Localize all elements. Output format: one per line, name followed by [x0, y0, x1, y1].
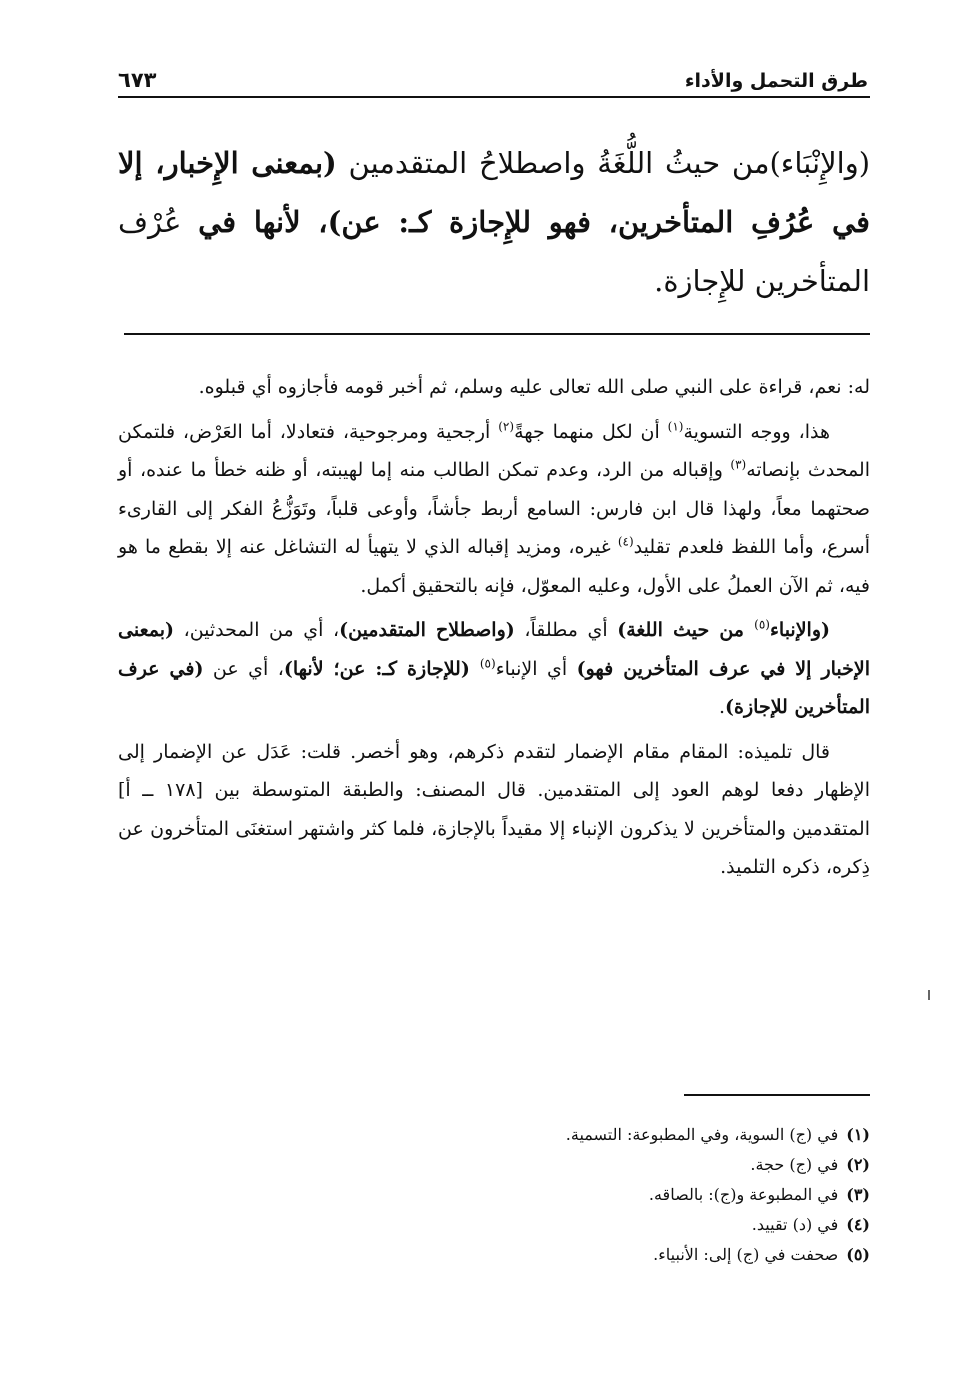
margin-mark — [928, 990, 934, 1000]
text-run: . — [719, 696, 726, 718]
sharh-paragraph-4: قال تلميذه: المقام مقام الإضمار لتقدم ذكرهم، وهو أخصر. قلت: عَدَل عن الإضمار إلى الإظهار دفعا لوهم العود إلى المتقدمين. قال المصنف: والطبقة المتوسطة بين [١٧٨ ــ أ] المتقدمين والمتأخرين لا يذكرون الإنباء إلا مقيداً بالإجازة، فلما كثر واشتهر استغنَى المتأخرون عن ذِكره، ذكره التلميذ. — [118, 740, 871, 878]
header-rule — [118, 96, 870, 98]
text-run: وإقباله من الرد، وعدم تمكن الطالب منه إما لهيبته، أو ظنه خطأ ما عنده، أو صحتهما معاً، ولهذا قال ابن فارس: السامع أربط جأشاً، وأوعى قلباً، وتَوَزُّعُ الفكر إلى القارىء أسرع، وأما اللفظ فلعدم تقليد — [118, 459, 871, 558]
footnote-ref: (٢) — [498, 419, 515, 434]
matn-segment: من حيثُ اللُّغَةُ واصطلاحُ المتقدمين — [348, 146, 770, 180]
footnote-number: (٣) — [846, 1185, 870, 1204]
sharh-paragraph-2 — [118, 413, 870, 606]
footnote-text: في (د) تقييد. — [751, 1215, 839, 1234]
running-title: طرق التحمل والأداء — [684, 70, 868, 92]
text-run: ، أي من المحدثين، — [174, 619, 340, 641]
text-run: أرجحية ومرجوحية، فتعادلا، أما العَرْض، فلتمكن المحدث بإنصاته — [118, 420, 870, 481]
text-run: أي مطلقاً، — [514, 619, 618, 641]
footnote-number: (٢) — [846, 1155, 870, 1174]
footnote-5 — [300, 1240, 870, 1270]
quoted-matn: (بمعنى الإخبار إلا في عرف المتأخرين فهو) — [118, 619, 870, 680]
footnote-1 — [300, 1120, 870, 1150]
footnote-ref: (٣) — [730, 457, 747, 472]
sharh-text — [118, 368, 870, 893]
matn-segment-end: عُرْف المتأخرين للإِجازة. — [118, 205, 870, 298]
footnote-number: (٤) — [846, 1215, 870, 1234]
footnote-number: (١) — [846, 1125, 870, 1144]
footnote-ref: (٥) — [754, 617, 770, 632]
text-run: أن لكل منهما جهةً — [514, 420, 668, 443]
footnote-number: (٥) — [846, 1245, 870, 1264]
quoted-matn: (للإجازة كـ: عن؛ لأنها) — [283, 657, 480, 680]
matn-paragraph — [118, 134, 870, 311]
running-header — [118, 52, 868, 92]
matn-text — [118, 134, 870, 311]
footnote-rule — [684, 1094, 870, 1096]
footnote-ref: (١) — [667, 419, 684, 434]
text-run: أي الإنباء — [495, 657, 577, 680]
text-run: ، أي عن — [203, 657, 284, 680]
quoted-matn: (في عرف المتأخرين للإجازة) — [118, 657, 870, 718]
sharh-paragraph-1: له: نعم، قراءة على النبي صلى الله تعالى عليه وسلم، ثم أخبر قومه فأجازوه أي قبلوه. — [198, 376, 870, 398]
quoted-matn: (والإنباء — [769, 619, 830, 641]
text-run: غيره، ومزيد إقباله الذي لا يتهيأ له التشاغل عنه إلا بقطع ما هو فيه، ثم الآن العملُ على الأول، وعليه المعوّل، فإنه بالتحقيق أكمل. — [118, 536, 870, 597]
footnote-text: صحفت في (ج) إلى: الأنبياء. — [653, 1245, 839, 1264]
footnote-3 — [300, 1180, 870, 1210]
footnote-text: في المطبوعة و(ج): بالصاقه. — [648, 1185, 839, 1204]
footnote-ref: (٤) — [617, 534, 634, 549]
footnote-4 — [300, 1210, 870, 1240]
section-rule — [124, 333, 870, 335]
footnote-text: في (ج) السوية، وفي المطبوعة: التسمية. — [565, 1125, 839, 1144]
matn-bold-segment: (بمعنى الإِخبار، إلا في عُرُفِ المتأخرين، فهو للإِجازة كـ: عن)، لأنها في — [118, 146, 870, 239]
footnote-ref: (٥) — [479, 656, 496, 671]
footnotes — [300, 1120, 870, 1270]
text-run: هذا، ووجه التسوية — [683, 420, 830, 443]
quoted-matn: (واصطلاح المتقدمين) — [339, 619, 515, 641]
footnote-text: في (ج) حجة. — [750, 1155, 839, 1174]
page-number: ٦٧٣ — [118, 68, 157, 92]
quoted-matn: من حيث اللغة) — [617, 619, 755, 641]
footnote-2 — [300, 1150, 870, 1180]
sharh-paragraph-3 — [118, 611, 870, 727]
matn-term: (والإِنْبَاء) — [769, 146, 871, 180]
